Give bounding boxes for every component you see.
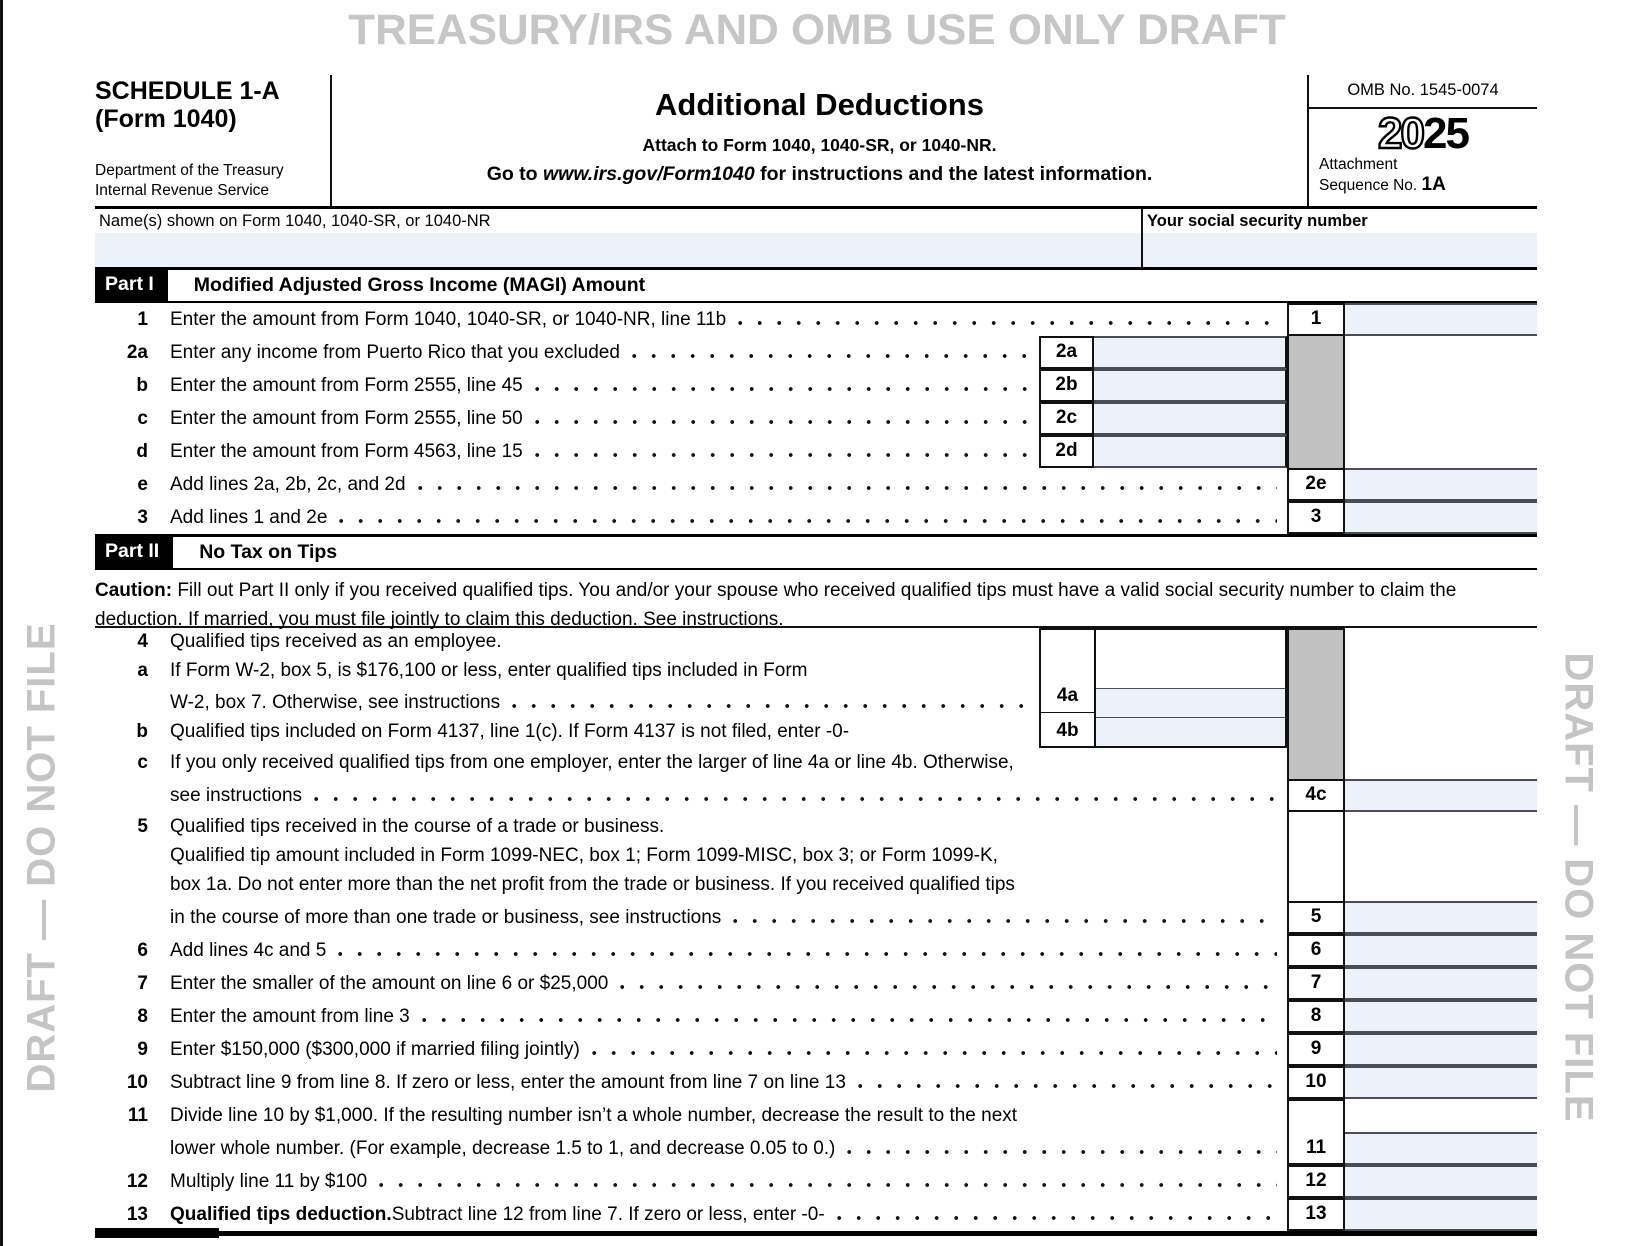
line-box-label: 4b — [1056, 720, 1079, 741]
line-box-label: 9 — [1287, 1033, 1345, 1066]
line-1-input[interactable] — [1345, 303, 1537, 336]
blank-cell — [1345, 812, 1537, 901]
line-4b-input[interactable] — [1096, 717, 1285, 746]
line-4-row — [95, 628, 1039, 658]
header-center-cell — [332, 75, 1307, 206]
line-number: 4 — [137, 631, 148, 652]
line-box-label: 12 — [1287, 1165, 1345, 1198]
line-text: Enter the amount from Form 4563, line 15 — [170, 441, 523, 462]
blank-cell — [1345, 1099, 1537, 1132]
sequence-label: Sequence No. — [1319, 176, 1422, 194]
dot-leader — [422, 1018, 1277, 1022]
line-4c-row-1 — [95, 748, 1287, 779]
line-number: 9 — [137, 1039, 148, 1060]
blank-cell — [1345, 336, 1537, 369]
dot-leader — [314, 797, 1277, 801]
line-number: c — [137, 752, 148, 773]
name-input[interactable] — [95, 233, 1141, 267]
line-2d-row — [95, 435, 1537, 468]
part2-header — [95, 534, 1537, 570]
line-12-input[interactable] — [1345, 1165, 1537, 1198]
line-10-input[interactable] — [1345, 1066, 1537, 1099]
line-2a-row — [95, 336, 1537, 369]
line-box-label: 2a — [1039, 336, 1094, 369]
line-text: Enter the amount from line 3 — [170, 1006, 410, 1027]
line-text: Qualified tips received in the course of a trade or business. — [170, 816, 665, 837]
blank-cell — [1345, 402, 1537, 435]
line-box-label: 10 — [1287, 1066, 1345, 1099]
line-number: 3 — [137, 507, 148, 528]
line-4a-input[interactable] — [1096, 688, 1285, 717]
line-number: a — [137, 660, 148, 681]
line-13-rest-text: Subtract line 12 from line 7. If zero or less, enter -0- — [391, 1204, 825, 1225]
line-7-row — [95, 967, 1537, 1000]
form-title: Additional Deductions — [655, 87, 984, 122]
line-5-para-2 — [95, 872, 1287, 901]
line-text: W-2, box 7. Otherwise, see instructions — [170, 692, 501, 713]
dot-leader — [620, 985, 1277, 989]
line-6-row — [95, 934, 1537, 967]
line-5-input-col — [1345, 812, 1537, 934]
dot-leader — [858, 1084, 1277, 1088]
line-5-block — [95, 812, 1537, 934]
dot-leader — [535, 387, 1029, 391]
draft-watermark-right: DRAFT — DO NOT FILE — [1556, 652, 1601, 1123]
shaded-cell — [1287, 369, 1345, 402]
line-4ab-boxes — [1039, 628, 1287, 748]
line-5-heading-row — [95, 812, 1287, 843]
line-4b-row — [95, 719, 1039, 748]
line-8-input[interactable] — [1345, 1000, 1537, 1033]
blank-cell — [1345, 748, 1537, 779]
line-number: 11 — [127, 1105, 148, 1126]
line-11-text-stack — [95, 1099, 1287, 1165]
line-11-input[interactable] — [1345, 1132, 1537, 1165]
blank-cell — [1345, 628, 1537, 748]
line-6-input[interactable] — [1345, 934, 1537, 967]
line-5-para-1 — [95, 843, 1287, 872]
line-text: Divide line 10 by $1,000. If the resulting number isn’t a whole number, decrease the result to the next — [170, 1105, 1018, 1126]
dot-leader — [847, 1150, 1277, 1154]
line-box-label: 5 — [1287, 901, 1345, 934]
line-box-label: 1 — [1287, 303, 1345, 336]
goto-instruction — [487, 163, 1153, 186]
line-text: in the course of more than one trade or business, see instructions — [170, 907, 722, 928]
dot-leader — [535, 420, 1029, 424]
line-9-input[interactable] — [1345, 1033, 1537, 1066]
agency-line: Internal Revenue Service — [95, 181, 270, 199]
ssn-label: Your social security number — [1147, 212, 1368, 230]
header-right-cell — [1307, 75, 1537, 206]
line-text: Add lines 1 and 2e — [170, 507, 328, 528]
dot-leader — [837, 1216, 1277, 1220]
line-text: If you only received qualified tips from one employer, enter the larger of line 4a or line 4b. Otherwise, — [170, 752, 1014, 773]
line-2b-row — [95, 369, 1537, 402]
sequence-line — [1309, 174, 1537, 196]
form-bottom-rule — [95, 1231, 1537, 1236]
form-header — [95, 75, 1537, 209]
dot-leader — [512, 704, 1029, 708]
name-label: Name(s) shown on Form 1040, 1040-SR, or 1040-NR — [99, 212, 491, 230]
ssn-cell — [1143, 209, 1537, 267]
attachment-label: Attachment — [1319, 156, 1398, 173]
shaded-cell — [1287, 402, 1345, 435]
goto-suffix: for instructions and the latest information. — [754, 163, 1153, 185]
line-text: Enter the amount from Form 1040, 1040-SR, or 1040-NR, line 11b — [170, 309, 727, 330]
line-number: 7 — [137, 973, 148, 994]
line-text: Enter any income from Puerto Rico that you excluded — [170, 342, 620, 363]
blank-cell — [1345, 369, 1537, 402]
line-number: b — [136, 721, 148, 742]
dot-leader — [535, 453, 1029, 457]
dot-leader — [418, 486, 1277, 490]
dot-leader — [338, 952, 1277, 956]
dot-leader — [632, 354, 1029, 358]
line-text: Add lines 2a, 2b, 2c, and 2d — [170, 474, 406, 495]
part1-title: Modified Adjusted Gross Income (MAGI) Amount — [193, 274, 646, 296]
line-5-input[interactable] — [1345, 901, 1537, 934]
line-9-row — [95, 1033, 1537, 1066]
line-number: b — [136, 375, 148, 396]
goto-prefix: Go to — [486, 163, 544, 185]
shaded-cell — [1287, 435, 1345, 468]
line-11-block — [95, 1099, 1537, 1165]
line-3-input[interactable] — [1345, 501, 1537, 534]
line-text: lower whole number. (For example, decrease 1.5 to 1, and decrease 0.05 to 0.) — [170, 1138, 836, 1159]
line-13-row — [95, 1198, 1537, 1231]
line-2d-input[interactable] — [1094, 435, 1287, 468]
dot-leader — [379, 1183, 1277, 1187]
line-8-row — [95, 1000, 1537, 1033]
ssn-input[interactable] — [1143, 233, 1537, 267]
line-box-label: 11 — [1287, 1099, 1345, 1165]
year-outline-digits: 20 — [1378, 109, 1423, 158]
line-5-text-stack — [95, 812, 1287, 934]
line-13-bold-text: Qualified tips deduction. — [170, 1204, 392, 1225]
department-line: Department of the Treasury — [95, 162, 284, 180]
line-number: 13 — [126, 1204, 148, 1225]
line-7-input[interactable] — [1345, 967, 1537, 1000]
dot-leader — [339, 519, 1277, 523]
line-number: e — [137, 474, 148, 495]
draft-banner: TREASURY/IRS AND OMB USE ONLY DRAFT — [348, 6, 1286, 54]
dot-leader — [592, 1051, 1277, 1055]
line-2c-input[interactable] — [1094, 402, 1287, 435]
line-2e-row — [95, 468, 1537, 501]
line-text: Qualified tips received as an employee. — [170, 631, 502, 652]
line-1-row — [95, 303, 1537, 336]
line-3-row — [95, 501, 1537, 534]
page-left-border — [0, 0, 3, 1246]
caution-text: Fill out Part II only if you received qualified tips. You and/or your spouse who received qualified tips must have a valid social security number to claim the deduction. If married, you must file jointly to claim this deduction. See instructions. — [95, 580, 1457, 631]
line-number: 12 — [126, 1171, 148, 1192]
line-12-row — [95, 1165, 1537, 1198]
shaded-cell — [1287, 748, 1345, 779]
line-text: Enter $150,000 ($300,000 if married filing jointly) — [170, 1039, 580, 1060]
blank-cell — [1287, 812, 1345, 901]
blank-cell — [1345, 435, 1537, 468]
line-11-row-2 — [95, 1132, 1287, 1165]
line-text: Multiply line 11 by $100 — [170, 1171, 368, 1192]
shaded-cell — [1287, 336, 1345, 369]
line-number: c — [137, 408, 148, 429]
line-box-label: 4c — [1287, 779, 1345, 812]
line-number: 1 — [137, 309, 148, 330]
line-4-block — [95, 628, 1537, 748]
line-11-input-col — [1345, 1099, 1537, 1165]
attach-instruction: Attach to Form 1040, 1040-SR, or 1040-NR. — [642, 135, 997, 155]
tax-year — [1309, 109, 1537, 156]
line-4c-block — [95, 748, 1537, 812]
line-number: 5 — [137, 816, 148, 837]
line-4ab-inputs — [1096, 630, 1285, 746]
shaded-cell — [1287, 628, 1345, 748]
line-number: d — [136, 441, 148, 462]
line-4a-row-1 — [95, 658, 1039, 687]
line-text: see instructions — [170, 785, 303, 806]
part1-label: Part I — [95, 270, 168, 301]
line-box-label: 4a — [1041, 630, 1094, 713]
line-text: Enter the amount from Form 2555, line 45 — [170, 375, 523, 396]
line-2b-input[interactable] — [1094, 369, 1287, 402]
line-4c-row-2 — [95, 779, 1287, 812]
caution-label: Caution: — [95, 580, 173, 601]
line-text: Enter the amount from Form 2555, line 50 — [170, 408, 523, 429]
part2-title: No Tax on Tips — [199, 541, 338, 563]
line-4-text-stack — [95, 628, 1039, 748]
name-cell — [95, 209, 1143, 267]
omb-number: OMB No. 1545-0074 — [1309, 75, 1537, 109]
line-2a-input[interactable] — [1094, 336, 1287, 369]
form-number: (Form 1040) — [95, 105, 237, 133]
name-ssn-row — [95, 209, 1537, 267]
line-text: If Form W-2, box 5, is $176,100 or less, enter qualified tips included in Form — [170, 660, 808, 681]
line-4c-input-col — [1345, 748, 1537, 812]
line-box-label: 13 — [1287, 1198, 1345, 1231]
header-left-cell — [95, 75, 332, 206]
line-number: 6 — [137, 940, 148, 961]
line-text: Qualified tip amount included in Form 1099-NEC, box 1; Form 1099-MISC, box 3; or Form 1099-K, — [170, 845, 998, 866]
line-box-label: 2e — [1287, 468, 1345, 501]
line-4a-row-2 — [95, 687, 1039, 719]
line-text — [170, 1198, 825, 1231]
line-box-label: 3 — [1287, 501, 1345, 534]
line-text: Subtract line 9 from line 8. If zero or less, enter the amount from line 7 on line 13 — [170, 1072, 846, 1093]
blank-cell — [1096, 630, 1285, 688]
line-box-label: 2b — [1039, 369, 1094, 402]
line-text: box 1a. Do not enter more than the net profit from the trade or business. If you received qualified tips — [170, 874, 1015, 895]
line-4c-input[interactable] — [1345, 779, 1537, 812]
line-2e-input[interactable] — [1345, 468, 1537, 501]
line-number: 2a — [126, 342, 148, 363]
sequence-number: 1A — [1421, 173, 1446, 195]
year-solid-digits: 25 — [1423, 109, 1468, 158]
line-text: Add lines 4c and 5 — [170, 940, 327, 961]
part1-header — [95, 267, 1537, 303]
line-box-label: 2d — [1039, 435, 1094, 468]
draft-watermark-left: DRAFT — DO NOT FILE — [19, 622, 64, 1093]
schedule-1a-form — [95, 75, 1537, 1236]
dot-leader — [738, 321, 1277, 325]
line-box-label: 7 — [1287, 967, 1345, 1000]
dot-leader — [733, 919, 1277, 923]
schedule-number: SCHEDULE 1-A — [95, 77, 280, 105]
line-13-input[interactable] — [1345, 1198, 1537, 1231]
line-4c-number-col — [1287, 748, 1345, 812]
line-text: Enter the smaller of the amount on line 6 or $25,000 — [170, 973, 609, 994]
line-11-row-1 — [95, 1099, 1287, 1132]
irs-url[interactable]: www.irs.gov/Form1040 — [543, 163, 755, 185]
line-10-row — [95, 1066, 1537, 1099]
line-box-label: 6 — [1287, 934, 1345, 967]
line-box-label: 2c — [1039, 402, 1094, 435]
part2-label: Part II — [95, 537, 173, 568]
line-5-para-3 — [95, 901, 1287, 934]
line-box-label: 8 — [1287, 1000, 1345, 1033]
part2-caution — [95, 570, 1537, 631]
line-4c-text-stack — [95, 748, 1287, 812]
form-bottom-rule-thick — [95, 1228, 219, 1238]
line-5-number-col — [1287, 812, 1345, 934]
line-2c-row — [95, 402, 1537, 435]
line-4ab-labels — [1041, 630, 1096, 746]
line-text: Qualified tips included on Form 4137, line 1(c). If Form 4137 is not filed, enter -0- — [170, 721, 850, 742]
line-number: 8 — [137, 1006, 148, 1027]
line-number: 10 — [126, 1072, 148, 1093]
